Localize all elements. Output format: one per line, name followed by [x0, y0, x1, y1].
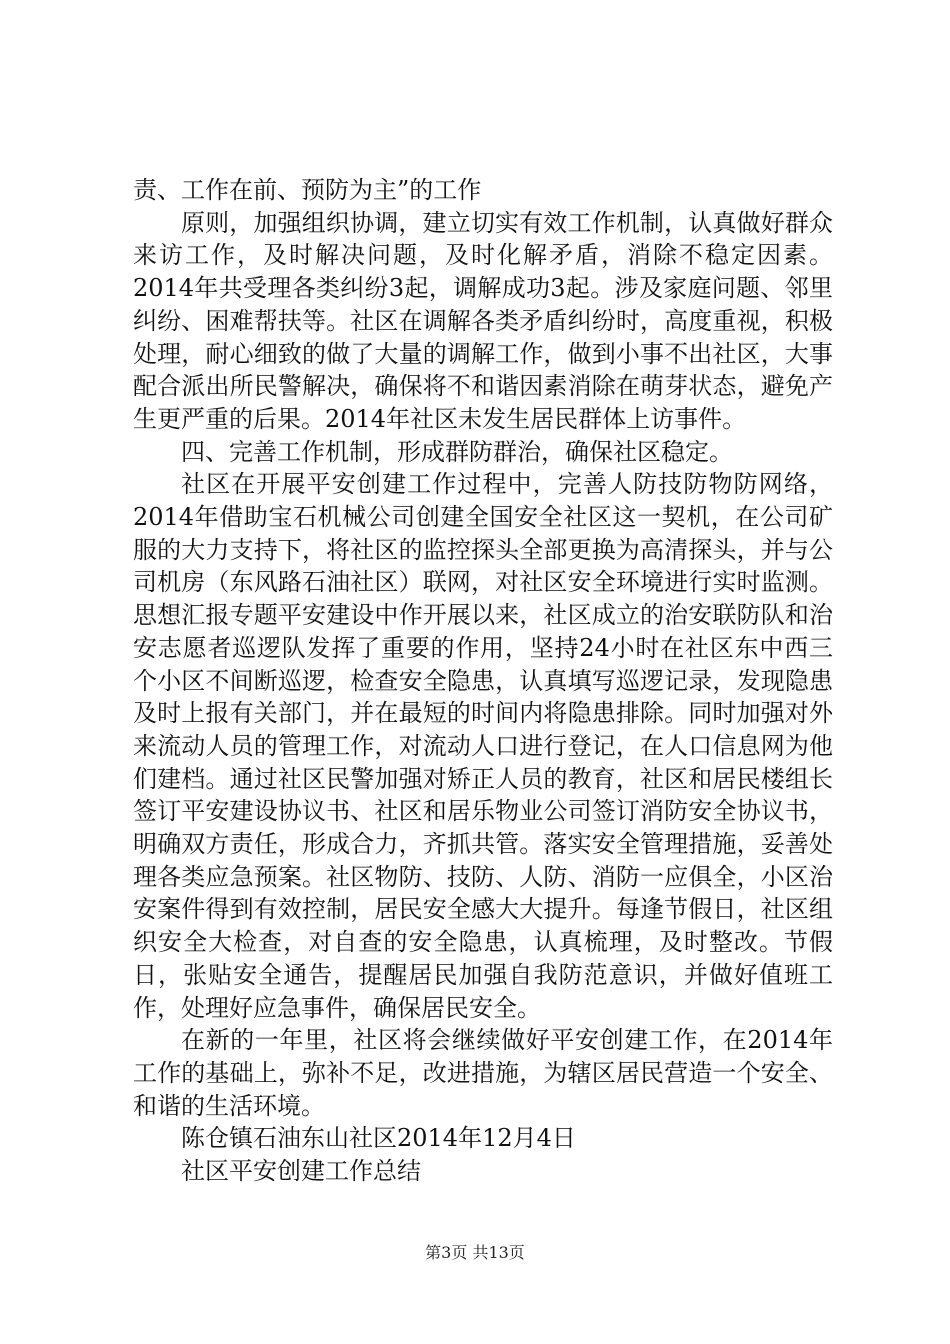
paragraph-new-year: 在新的一年里，社区将会继续做好平安创建工作，在2014年工作的基础上，弥补不足，改进措施，为辖区居民营造一个安全、和谐的生活环境。 [133, 1026, 833, 1120]
paragraph-continuation: 责、工作在前、预防为主”的工作 [133, 176, 482, 204]
paragraph-security-network: 社区在开展平安创建工作过程中，完善人防技防物防网络，2014年借助宝石机械公司创建全国安全社区这一契机，在公司矿服的大力支持下，将社区的监控探头全部更换为高清探头，并与公司机房（东风路石油社区）联网，对社区安全环境进行实时监测。思想汇报专题平安建设中作开展以来，社区成立的治安联防队和治安志愿者巡逻队发挥了重要的作用，坚持24小时在社区东中西三个小区不间断巡逻，检查安全隐患，认真填写巡逻记录，发现隐患及时上报有关部门，并在最短的时间内将隐患排除。同时加强对外来流动人员的管理工作，对流动人口进行登记，在人口信息网为他们建档。通过社区民警加强对矫正人员的教育，社区和居民楼组长签订平安建设协议书、社区和居乐物业公司签订消防安全协议书，明确双方责任，形成合力，齐抓共管。落实安全管理措施，妥善处理各类应急预案。社区物防、技防、人防、消防一应俱全，小区治安案件得到有效控制，居民安全感大大提升。每逢节假日，社区组织安全大检查，对自查的安全隐患，认真梳理，及时整改。节假日，张贴安全通告，提醒居民加强自我防范意识，并做好值班工作，处理好应急事件，确保居民安全。 [133, 470, 833, 1022]
document-title-line: 社区平安创建工作总结 [181, 1157, 421, 1186]
paragraph-principles: 原则，加强组织协调，建立切实有效工作机制，认真做好群众来访工作，及时解决问题，及时化解矛盾，消除不稳定因素。2014年共受理各类纠纷3起，调解成功3起。涉及家庭问题、邻里纠纷、困难帮扶等。社区在调解各类矛盾纠纷时，高度重视，积极处理，耐心细致的做了大量的调解工作，做到小事不出社区，大事配合派出所民警解决，确保将不和谐因素消除在萌芽状态，避免产生更严重的后果。2014年社区未发生居民群体上访事件。 [133, 208, 833, 433]
section-heading-4: 四、完善工作机制，形成群防群治，确保社区稳定。 [181, 437, 733, 466]
page-number-indicator: 第3页 共13页 [425, 1243, 525, 1262]
document-body [133, 174, 833, 1188]
page-footer [0, 1243, 950, 1263]
signature-line: 陈仓镇石油东山社区2014年12月4日 [181, 1124, 576, 1153]
